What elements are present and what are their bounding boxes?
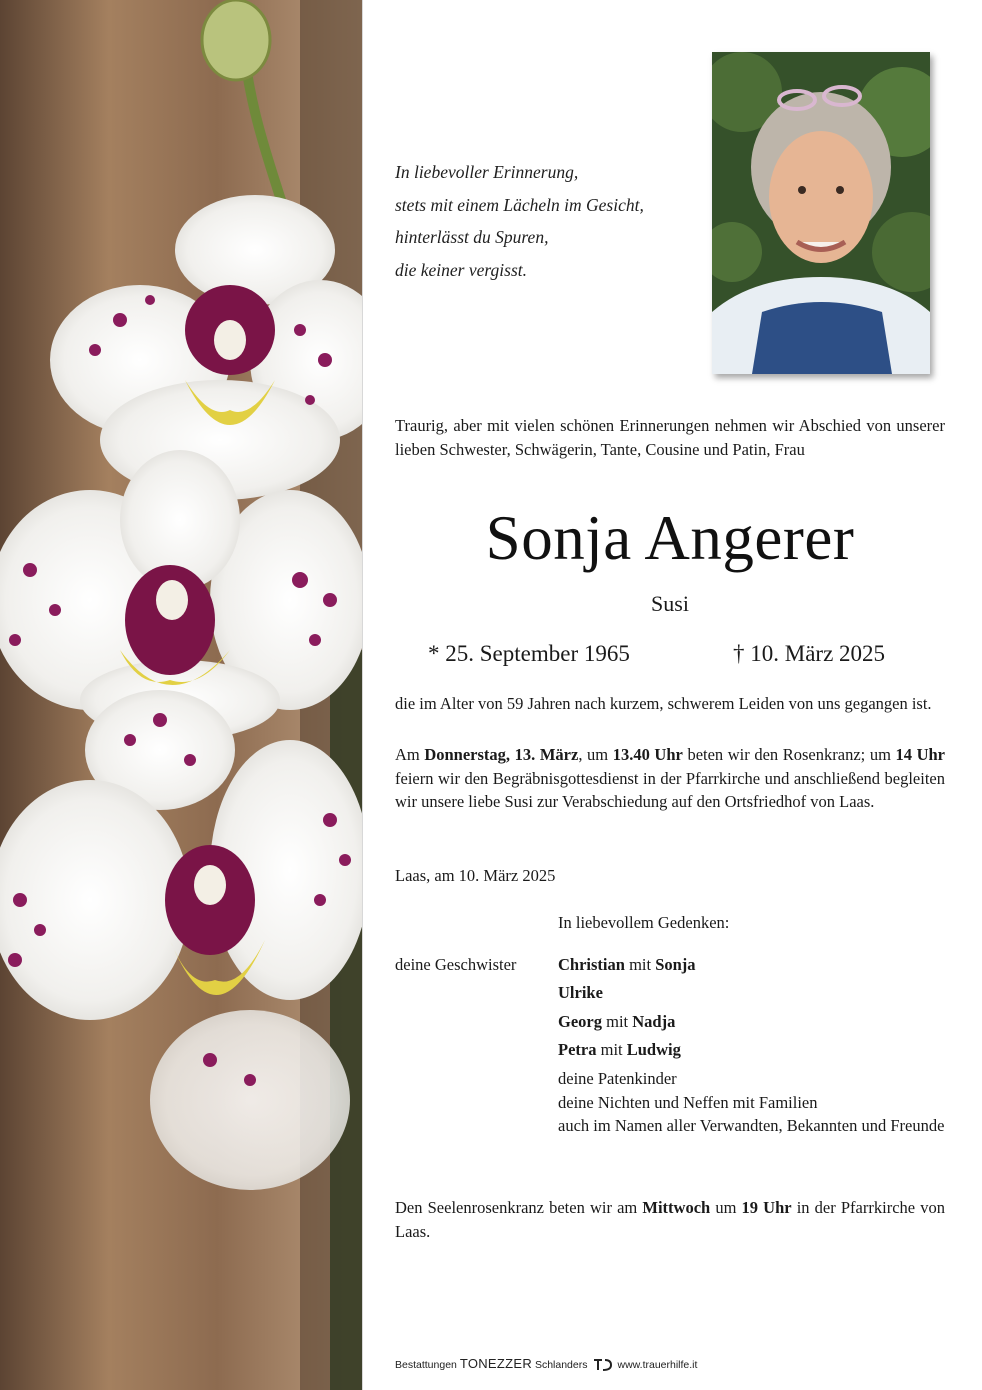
mourners-label: deine Geschwister (395, 955, 517, 974)
rosary-text: in der Pfarrkirche von Laas. (395, 1198, 945, 1241)
mourner-line: deine Patenkinder (558, 1069, 677, 1088)
poem-line: In liebevoller Erinnerung, (395, 162, 579, 182)
portrait-photo (712, 52, 930, 374)
website-link[interactable]: www.trauerhilfe.it (617, 1359, 698, 1371)
rosary-text: um (710, 1198, 742, 1217)
mourner-row (558, 953, 696, 977)
memory-heading: In liebevollem Gedenken: (558, 913, 730, 932)
age-paragraph: die im Alter von 59 Jahren nach kurzem, schwerem Leiden von uns gegangen ist. (395, 694, 932, 713)
rosary-day: Mittwoch (642, 1198, 711, 1217)
panel-divider (362, 0, 363, 1390)
ceremony-service-time: 14 Uhr (895, 745, 946, 764)
orchid-photo-panel (0, 0, 362, 1390)
mourner-line: deine Nichten und Neffen mit Familien (558, 1092, 818, 1112)
funeral-home-brand: TONEZZER (459, 1356, 533, 1371)
ceremony-text: , um (578, 745, 613, 764)
funeral-home-footer (395, 1356, 697, 1373)
other-mourners (558, 1067, 945, 1138)
place-date: Laas, am 10. März 2025 (395, 866, 556, 885)
mourner-conj: mit (596, 1040, 627, 1059)
birth-date: * 25. September 1965 (428, 641, 630, 666)
mourner-partner: Sonja (655, 955, 696, 974)
ceremony-text: feiern wir den Begräbnisgottesdienst in der Pfarrkirche und anschließend begleiten wir unsere liebe Susi zur Verabschiedung auf den Ortsfriedhof von Laas. (395, 768, 945, 811)
memorial-poem (395, 156, 705, 286)
mourner-partner: Ludwig (626, 1040, 681, 1059)
rosary-text: Den Seelenrosenkranz beten wir am (395, 1198, 643, 1217)
footer-suffix: Schlanders (532, 1359, 588, 1371)
mourner-partner: Nadja (632, 1012, 676, 1031)
mourner-name: Petra (558, 1040, 597, 1059)
death-date: † 10. März 2025 (733, 641, 886, 666)
mourner-row (558, 1010, 675, 1034)
nickname: Susi (651, 591, 689, 616)
ceremony-day: Donnerstag, 13. März (424, 745, 579, 764)
mourner-row (558, 981, 603, 1005)
mourner-line: auch im Namen aller Verwandten, Bekannten und Freunde (558, 1116, 945, 1135)
ceremony-text: beten wir den Rosenkranz; um (682, 745, 896, 764)
ceremony-text: Am (395, 745, 425, 764)
mourner-name: Ulrike (558, 983, 603, 1002)
poem-line: hinterlässt du Spuren, (395, 227, 549, 247)
mourner-name: Georg (558, 1012, 602, 1031)
intro-paragraph: Traurig, aber mit vielen schönen Erinnerungen nehmen wir Abschied von unserer lieben Schwester, Schwägerin, Tante, Cousine und Patin, Frau (395, 416, 945, 459)
poem-line: stets mit einem Lächeln im Gesicht, (395, 194, 644, 215)
deceased-name: Sonja Angerer (485, 503, 855, 573)
footer-prefix: Bestattungen (395, 1359, 460, 1371)
ceremony-rosary-time: 13.40 Uhr (612, 745, 683, 764)
mourner-conj: mit (624, 955, 656, 974)
rosary-time: 19 Uhr (741, 1198, 792, 1217)
orchid-illustration (0, 0, 362, 1390)
trauerhilfe-logo-icon (591, 1357, 613, 1373)
poem-line: die keiner vergisst. (395, 259, 528, 280)
mourner-name: Christian (558, 955, 625, 974)
rosary-paragraph (395, 1196, 945, 1243)
mourner-conj: mit (601, 1012, 633, 1031)
mourner-row (558, 1038, 681, 1062)
ceremony-paragraph (395, 743, 945, 814)
